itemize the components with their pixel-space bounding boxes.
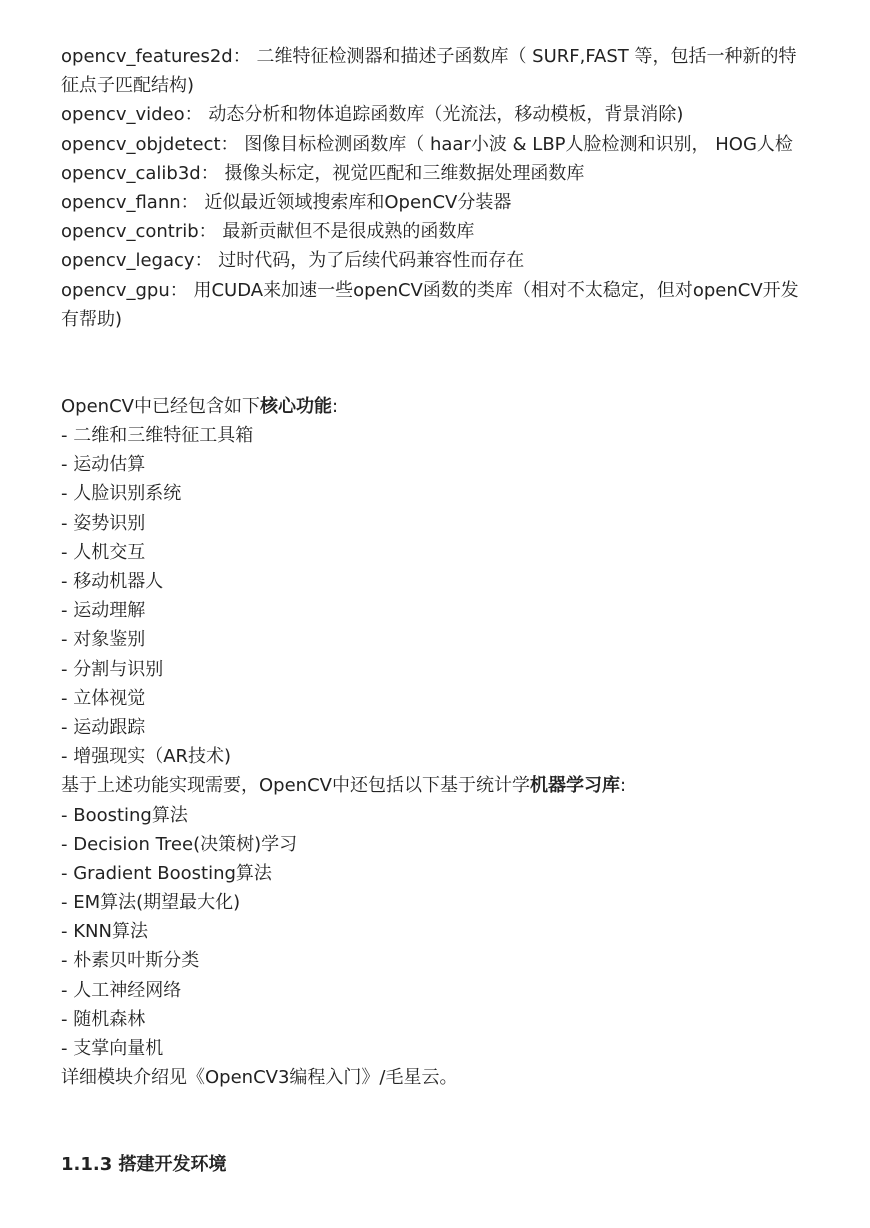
module-list [61, 42, 809, 334]
section-heading: 1.1.3 搭建开发环境 [61, 1154, 227, 1176]
module-item [61, 188, 809, 217]
module-item [61, 246, 809, 275]
list-item: - EM算法(期望最大化) [61, 892, 241, 914]
module-sep: ： [220, 133, 245, 155]
list-item: - 二维和三维特征工具箱 [61, 425, 254, 447]
module-desc: 近似最近领域搜索库和OpenCV分装器 [204, 191, 512, 213]
core-functions-emphasis: 核心功能 [259, 395, 332, 417]
module-desc: 动态分析和物体追踪函数库（光流法，移动模板，背景消除) [208, 104, 684, 126]
list-item: - 运动估算 [61, 454, 146, 476]
ml-library-emphasis: 机器学习库 [529, 775, 620, 797]
list-item: - 人工神经网络 [61, 979, 182, 1001]
module-sep: ： [194, 250, 219, 272]
list-item: - 增强现实（AR技术) [61, 746, 232, 768]
module-name: opencv_objdetect [61, 133, 221, 155]
list-item: - 分割与识别 [61, 658, 164, 680]
list-item: - 对象鉴别 [61, 629, 146, 651]
list-item: - Gradient Boosting算法 [61, 862, 272, 884]
module-name: opencv_video [61, 104, 185, 126]
module-item [61, 42, 809, 100]
list-item: - Boosting算法 [61, 804, 188, 826]
list-item: - 人脸识别系统 [61, 483, 182, 505]
module-name: opencv_calib3d [61, 162, 201, 184]
module-desc: 用CUDA来加速一些openCV函数的类库（相对不太稳定，但对openCV开发有帮助) [61, 279, 799, 330]
module-item [61, 276, 809, 334]
list-item: - 运动理解 [61, 600, 146, 622]
module-sep: ： [184, 104, 209, 126]
core-functions-intro: OpenCV中已经包含如下核心功能: [61, 395, 339, 417]
list-item: - 运动跟踪 [61, 716, 146, 738]
module-name: opencv_flann [61, 191, 181, 213]
module-item [61, 130, 809, 159]
module-sep: ： [232, 46, 257, 67]
list-item: - 支掌向量机 [61, 1038, 164, 1060]
module-name: opencv_gpu [61, 279, 170, 301]
module-sep: ： [180, 191, 205, 213]
list-item: - 随机森林 [61, 1008, 146, 1030]
module-item [61, 159, 809, 188]
paragraph-gap [61, 334, 809, 392]
module-name: opencv_legacy [61, 250, 195, 272]
list-item: - Decision Tree(决策树)学习 [61, 833, 298, 855]
module-sep: ： [198, 221, 223, 243]
module-name: opencv_features2d [61, 46, 233, 67]
module-desc: 二维特征检测器和描述子函数库（ SURF,FAST 等，包括一种新的特征点子匹配结构) [61, 46, 797, 97]
list-item: - 人机交互 [61, 541, 146, 563]
list-item: - 朴素贝叶斯分类 [61, 950, 200, 972]
list-item: - 移动机器人 [61, 571, 164, 593]
module-desc: 最新贡献但不是很成熟的函数库 [222, 221, 475, 243]
core-functions-section [61, 392, 809, 771]
ml-library-intro: 基于上述功能实现需要，OpenCV中还包括以下基于统计学机器学习库: [61, 775, 627, 797]
module-sep: ： [169, 279, 194, 301]
module-desc: 摄像头标定，视觉匹配和三维数据处理函数库 [224, 162, 585, 184]
document-page [61, 42, 809, 1180]
module-desc: 图像目标检测函数库（ haar小波 & LBP人脸检测和识别， HOG人检 [244, 133, 793, 155]
ml-library-section [61, 771, 809, 1063]
reference-note: 详细模块介绍见《OpenCV3编程入门》/毛星云。 [61, 1067, 458, 1089]
paragraph-gap [61, 1092, 809, 1150]
module-desc: 过时代码，为了后续代码兼容性而存在 [218, 250, 525, 272]
list-item: - 立体视觉 [61, 687, 146, 709]
list-item: - KNN算法 [61, 921, 148, 943]
module-name: opencv_contrib [61, 221, 199, 243]
module-item [61, 100, 809, 129]
list-item: - 姿势识别 [61, 512, 146, 534]
module-sep: ： [200, 162, 225, 184]
module-item [61, 217, 809, 246]
